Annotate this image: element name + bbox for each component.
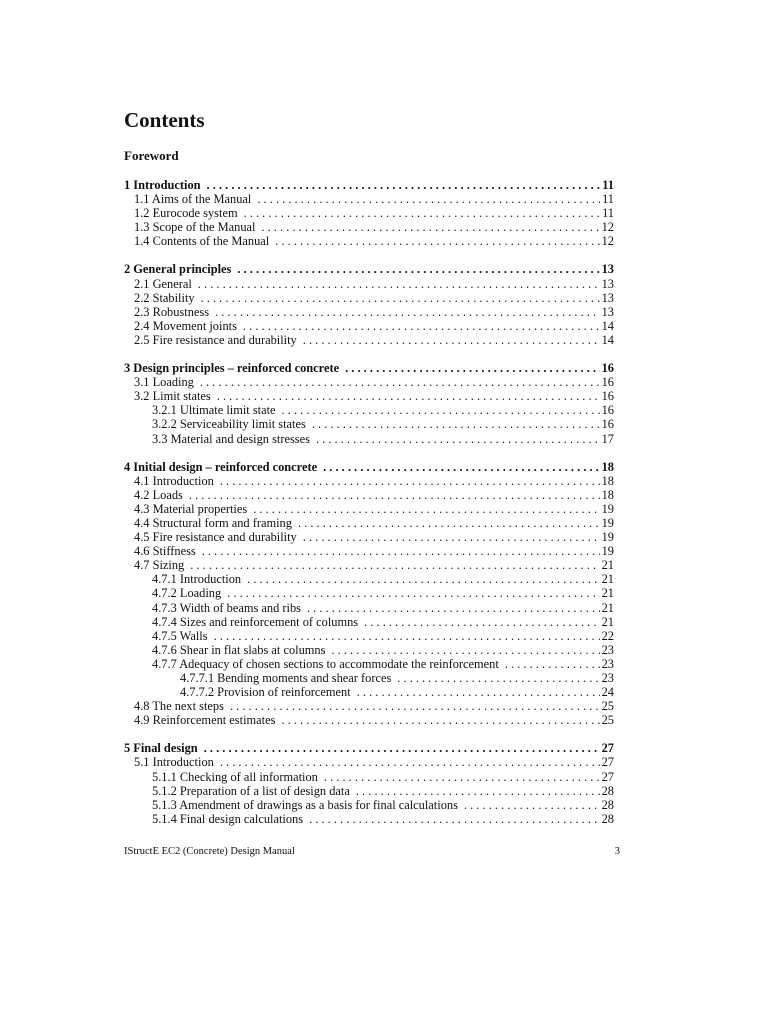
toc-entry[interactable]	[124, 432, 614, 446]
toc-entry[interactable]	[124, 643, 614, 657]
toc-entry-label: 2.3 Robustness	[134, 304, 210, 319]
toc-entry-page: 21	[601, 586, 614, 601]
toc-entry[interactable]	[124, 685, 614, 699]
dot-leader	[198, 277, 600, 291]
toc-entry-page: 24	[601, 685, 614, 700]
toc-entry-label: 4.2 Loads	[134, 487, 183, 502]
dot-leader	[244, 206, 600, 220]
toc-chapter-entry[interactable]	[124, 178, 614, 192]
dot-leader	[397, 671, 599, 685]
toc-entry-label: 5.1.1 Checking of all information	[152, 769, 318, 784]
toc-entry-page: 13	[601, 304, 614, 319]
toc-section	[124, 178, 614, 248]
toc-entry[interactable]	[124, 206, 614, 220]
dot-leader	[214, 629, 600, 643]
toc-entry-label: 4.7.4 Sizes and reinforcement of columns	[152, 614, 359, 629]
toc-entry[interactable]	[124, 770, 614, 784]
dot-leader	[307, 601, 600, 615]
dot-leader	[323, 460, 600, 474]
toc-entry-label: 2.1 General	[134, 276, 192, 291]
toc-entry[interactable]	[124, 319, 614, 333]
toc-entry[interactable]	[124, 699, 614, 713]
toc-entry[interactable]	[124, 389, 614, 403]
toc-section	[124, 262, 614, 347]
toc-entry[interactable]	[124, 192, 614, 206]
toc-entry-label: 4.7.7 Adequacy of chosen sections to accommodate the reinforcement	[152, 656, 499, 671]
toc-entry-label: 2.5 Fire resistance and durability	[134, 332, 297, 347]
toc-entry-page: 18	[601, 459, 614, 474]
toc-entry-label: 4.7.6 Shear in flat slabs at columns	[152, 642, 326, 657]
toc-entry-label: 3.2.1 Ultimate limit state	[152, 403, 276, 418]
toc-entry-label: 3.3 Material and design stresses	[152, 431, 310, 446]
footer-page-number: 3	[614, 846, 620, 857]
toc-entry[interactable]	[124, 572, 614, 586]
toc-entry-label: 4 Initial design – reinforced concrete	[124, 459, 318, 474]
toc-entry-label: 2 General principles	[124, 262, 232, 277]
dot-leader	[364, 615, 600, 629]
toc-entry[interactable]	[124, 558, 614, 572]
toc-chapter-entry[interactable]	[124, 361, 614, 375]
dot-leader	[275, 234, 599, 248]
dot-leader	[200, 375, 600, 389]
toc-entry-label: 4.6 Stiffness	[134, 544, 196, 559]
toc-entry[interactable]	[124, 657, 614, 671]
toc-entry-label: 4.7.5 Walls	[152, 628, 208, 643]
toc-entry[interactable]	[124, 220, 614, 234]
toc-entry-page: 11	[602, 192, 614, 207]
toc-entry[interactable]	[124, 305, 614, 319]
toc-entry-label: 2.4 Movement joints	[134, 318, 237, 333]
dot-leader	[189, 488, 600, 502]
toc-entry-label: 4.9 Reinforcement estimates	[134, 713, 276, 728]
toc-entry[interactable]	[124, 798, 614, 812]
toc-entry-page: 16	[601, 375, 614, 390]
toc-entry-page: 16	[601, 403, 614, 418]
toc-entry[interactable]	[124, 234, 614, 248]
dot-leader	[261, 220, 599, 234]
toc-entry-page: 27	[601, 741, 614, 756]
toc-entry[interactable]	[124, 784, 614, 798]
dot-leader	[220, 755, 600, 769]
toc-entry-label: 5.1.3 Amendment of drawings as a basis for final calculations	[152, 797, 458, 812]
toc-entry-page: 19	[601, 544, 614, 559]
toc-entry[interactable]	[124, 474, 614, 488]
dot-leader	[309, 812, 600, 826]
toc-entry-label: 4.7.2 Loading	[152, 586, 222, 601]
toc-entry-label: 1 Introduction	[124, 178, 201, 192]
toc-entry[interactable]	[124, 516, 614, 530]
dot-leader	[217, 389, 600, 403]
toc-entry-page: 16	[601, 389, 614, 404]
toc-entry-label: 1.2 Eurocode system	[134, 206, 238, 221]
toc-entry-page: 11	[602, 178, 614, 192]
toc-entry-page: 28	[601, 797, 614, 812]
toc-entry-page: 23	[601, 642, 614, 657]
toc-entry-label: 4.7.3 Width of beams and ribs	[152, 600, 301, 615]
toc-entry[interactable]	[124, 488, 614, 502]
toc-entry-label: 5.1 Introduction	[134, 755, 214, 770]
toc-entry[interactable]	[124, 502, 614, 516]
toc-entry-page: 28	[601, 783, 614, 798]
toc-entry-page: 25	[601, 713, 614, 728]
dot-leader	[207, 178, 601, 192]
toc-entry-page: 12	[601, 234, 614, 249]
dot-leader	[345, 361, 600, 375]
toc-entry[interactable]	[124, 812, 614, 826]
toc-entry-label: 5 Final design	[124, 741, 198, 756]
toc-entry-page: 13	[601, 262, 614, 277]
toc-entry-page: 17	[601, 431, 614, 446]
toc-entry-label: 4.7.1 Introduction	[152, 572, 242, 587]
toc-entry-label: 1.4 Contents of the Manual	[134, 234, 270, 249]
dot-leader	[324, 770, 600, 784]
dot-leader	[505, 657, 600, 671]
dot-leader	[281, 713, 599, 727]
dot-leader	[215, 305, 600, 319]
toc-entry[interactable]	[124, 713, 614, 727]
toc-entry-page: 23	[601, 656, 614, 671]
dot-leader	[257, 192, 600, 206]
toc-entry-page: 13	[601, 290, 614, 305]
dot-leader	[190, 558, 599, 572]
toc-entry-label: 5.1.4 Final design calculations	[152, 811, 304, 826]
dot-leader	[227, 586, 599, 600]
dot-leader	[247, 572, 599, 586]
dot-leader	[303, 333, 600, 347]
toc-entry-page: 21	[601, 572, 614, 587]
dot-leader	[357, 685, 600, 699]
toc-entry-page: 16	[601, 417, 614, 432]
toc-entry[interactable]	[124, 277, 614, 291]
toc-entry-page: 23	[601, 671, 614, 685]
toc-entry-label: 4.5 Fire resistance and durability	[134, 530, 297, 545]
toc-entry[interactable]	[124, 375, 614, 389]
dot-leader	[253, 502, 599, 516]
toc-entry[interactable]	[124, 671, 614, 685]
toc-entry-page: 11	[602, 206, 614, 221]
dot-leader	[298, 516, 600, 530]
toc-entry[interactable]	[124, 403, 614, 417]
page-title: Contents	[124, 108, 205, 132]
table-of-contents	[124, 178, 614, 840]
dot-leader	[243, 319, 600, 333]
toc-section	[124, 361, 614, 446]
toc-entry[interactable]	[124, 417, 614, 431]
toc-entry-page: 14	[601, 318, 614, 333]
toc-entry-label: 4.8 The next steps	[134, 699, 224, 714]
toc-entry-label: 4.7.7.2 Provision of reinforcement	[180, 685, 351, 700]
toc-entry[interactable]	[124, 615, 614, 629]
toc-entry-label: 4.7 Sizing	[134, 558, 185, 573]
toc-chapter-entry[interactable]	[124, 741, 614, 755]
toc-entry[interactable]	[124, 544, 614, 558]
toc-chapter-entry[interactable]	[124, 262, 614, 276]
toc-entry[interactable]	[124, 291, 614, 305]
toc-entry-page: 27	[601, 755, 614, 770]
toc-entry-page: 21	[601, 614, 614, 629]
toc-entry-label: 4.7.7.1 Bending moments and shear forces	[180, 671, 392, 685]
toc-entry-page: 22	[601, 628, 614, 643]
toc-entry-page: 19	[601, 530, 614, 545]
dot-leader	[303, 530, 600, 544]
dot-leader	[237, 262, 599, 276]
toc-entry-page: 19	[601, 501, 614, 516]
toc-entry-label: 4.1 Introduction	[134, 473, 214, 488]
toc-entry[interactable]	[124, 601, 614, 615]
toc-entry-label: 4.3 Material properties	[134, 501, 248, 516]
toc-entry-page: 27	[601, 769, 614, 784]
toc-entry-label: 1.3 Scope of the Manual	[134, 220, 256, 235]
dot-leader	[204, 741, 600, 755]
toc-entry-page: 19	[601, 515, 614, 530]
toc-entry-label: 3 Design principles – reinforced concrete	[124, 361, 340, 376]
toc-entry-label: 3.2 Limit states	[134, 389, 211, 404]
footer-title: IStructE EC2 (Concrete) Design Manual	[124, 846, 295, 857]
toc-entry-page: 13	[601, 276, 614, 291]
dot-leader	[230, 699, 600, 713]
toc-entry[interactable]	[124, 530, 614, 544]
toc-chapter-entry[interactable]	[124, 460, 614, 474]
toc-entry-page: 16	[601, 361, 614, 376]
toc-entry-page: 28	[601, 811, 614, 826]
toc-entry-page: 18	[601, 487, 614, 502]
toc-entry-page: 12	[601, 220, 614, 235]
toc-entry-page: 18	[601, 473, 614, 488]
toc-entry-page: 21	[601, 558, 614, 573]
dot-leader	[201, 291, 600, 305]
dot-leader	[356, 784, 600, 798]
dot-leader	[282, 403, 600, 417]
dot-leader	[331, 643, 599, 657]
toc-entry[interactable]	[124, 586, 614, 600]
toc-section	[124, 460, 614, 728]
toc-entry[interactable]	[124, 755, 614, 769]
dot-leader	[316, 432, 600, 446]
dot-leader	[464, 798, 600, 812]
toc-entry-page: 25	[601, 699, 614, 714]
toc-entry-label: 5.1.2 Preparation of a list of design data	[152, 783, 350, 798]
toc-entry-label: 3.2.2 Serviceability limit states	[152, 417, 306, 432]
toc-entry-label: 3.1 Loading	[134, 375, 194, 390]
toc-entry-page: 21	[601, 600, 614, 615]
dot-leader	[220, 474, 600, 488]
toc-entry-label: 2.2 Stability	[134, 290, 195, 305]
toc-entry-page: 14	[601, 332, 614, 347]
toc-entry-label: 4.4 Structural form and framing	[134, 515, 292, 530]
toc-entry[interactable]	[124, 629, 614, 643]
dot-leader	[202, 544, 600, 558]
toc-entry[interactable]	[124, 333, 614, 347]
dot-leader	[312, 417, 600, 431]
toc-entry-label: 1.1 Aims of the Manual	[134, 192, 252, 207]
foreword-heading: Foreword	[124, 148, 179, 163]
toc-section	[124, 741, 614, 826]
